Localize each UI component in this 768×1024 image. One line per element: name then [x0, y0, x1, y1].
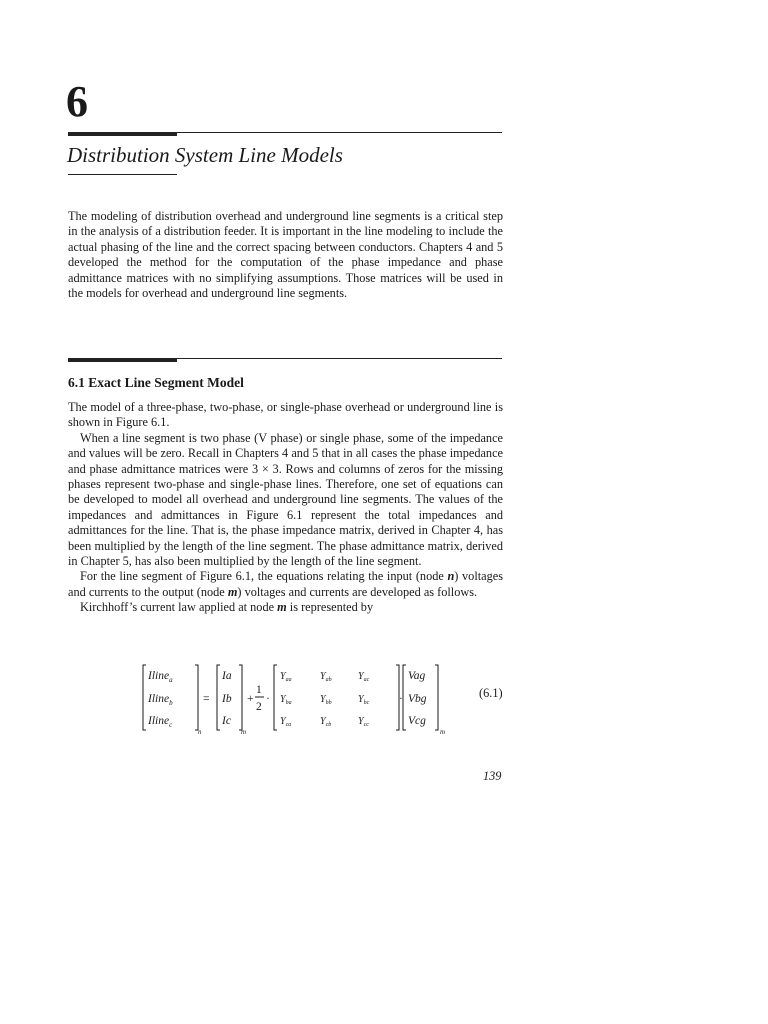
- y-bb: $Y_{bb}$: [320, 694, 332, 706]
- lhs-a: Iline$_a$: [148, 670, 173, 684]
- fraction-numerator: 1: [256, 684, 262, 696]
- equals-sign: =: [203, 693, 210, 705]
- lhs-b: Iline$_b$: [148, 693, 173, 707]
- section-paragraph-4: Kirchhoff’s current law applied at node m is represented by: [80, 600, 374, 615]
- intro-paragraph: [68, 209, 503, 301]
- voltages-node: m: [440, 728, 446, 736]
- fraction-denominator: 2: [256, 701, 262, 713]
- intro-text: The modeling of distribution overhead and underground line segments is a critical step in the analysis of a distribution feeder. It is important in the line modeling to include the actual phasing of the line and the correct spacing between conductors. Chapters 4 and 5 developed the method for the computation of the phase impedance and phase admittance matrices with no simplifying assumptions. Those matrices will be used in the models for overhead and underground line segments.: [68, 209, 503, 301]
- chapter-number: 6: [66, 77, 88, 126]
- y-bc: $Y_{bc}$: [358, 694, 370, 706]
- current-c: Ic: [222, 715, 231, 727]
- equation-number: (6.1): [479, 686, 503, 700]
- multiply-dot: ·: [266, 693, 270, 705]
- current-a: Ia: [222, 670, 232, 682]
- y-ac: $Y_{ac}$: [358, 671, 370, 683]
- equation-6-1: [140, 662, 460, 736]
- y-ba: $Y_{ba}$: [280, 694, 292, 706]
- y-ab: $Y_{ab}$: [320, 671, 332, 683]
- y-cc: $Y_{cc}$: [358, 716, 369, 728]
- lhs-c: Iline$_c$: [148, 715, 173, 729]
- section-paragraph-2: When a line segment is two phase (V phase) or single phase, some of the impedance and values will be zero. Recall in Chapters 4 and 5 that in all cases the phase impedance and phase admittance matrices were 3 × 3. Rows and columns of zeros for the missing phases represent two-phase and single-phase lines. Therefore, one set of equations can be developed to model all overhead and underground line segments. The values of the impedances and admittances in Figure 6.1 represent the total impedances and admittances for the line. That is, the phase impedance matrix, derived in Chapter 4, has been multiplied by the length of the line segment. The phase admittance matrix, derived in Chapter 5, has also been multiplied by the length of the line segment.: [68, 430, 503, 569]
- section-paragraph-1: The model of a three-phase, two-phase, or single-phase overhead or underground line is shown in Figure 6.1.: [68, 400, 503, 430]
- page-number: 139: [483, 769, 502, 783]
- y-ca: $Y_{ca}$: [280, 716, 292, 728]
- section-heading: 6.1 Exact Line Segment Model: [68, 375, 244, 390]
- section-paragraph-3: For the line segment of Figure 6.1, the equations relating the input (node n) voltages and currents to the output (node m) voltages and currents are developed as follows.: [68, 569, 503, 599]
- plus-sign: +: [247, 693, 254, 705]
- lhs-node: n: [198, 728, 202, 736]
- voltage-a: Vag: [408, 670, 426, 682]
- section-rule-accent: [68, 358, 177, 362]
- y-cb: $Y_{cb}$: [320, 716, 332, 728]
- section-body: [68, 400, 503, 616]
- current-b: Ib: [222, 693, 232, 705]
- voltage-c: Vcg: [408, 715, 426, 727]
- title-underline: [68, 174, 177, 175]
- voltage-b: Vbg: [408, 693, 427, 705]
- multiply-dot-2: ·: [399, 693, 403, 705]
- chapter-title: Distribution System Line Models: [67, 143, 343, 167]
- y-aa: $Y_{aa}$: [280, 671, 292, 683]
- chapter-rule-accent: [68, 132, 177, 136]
- currents-node: m: [241, 728, 247, 736]
